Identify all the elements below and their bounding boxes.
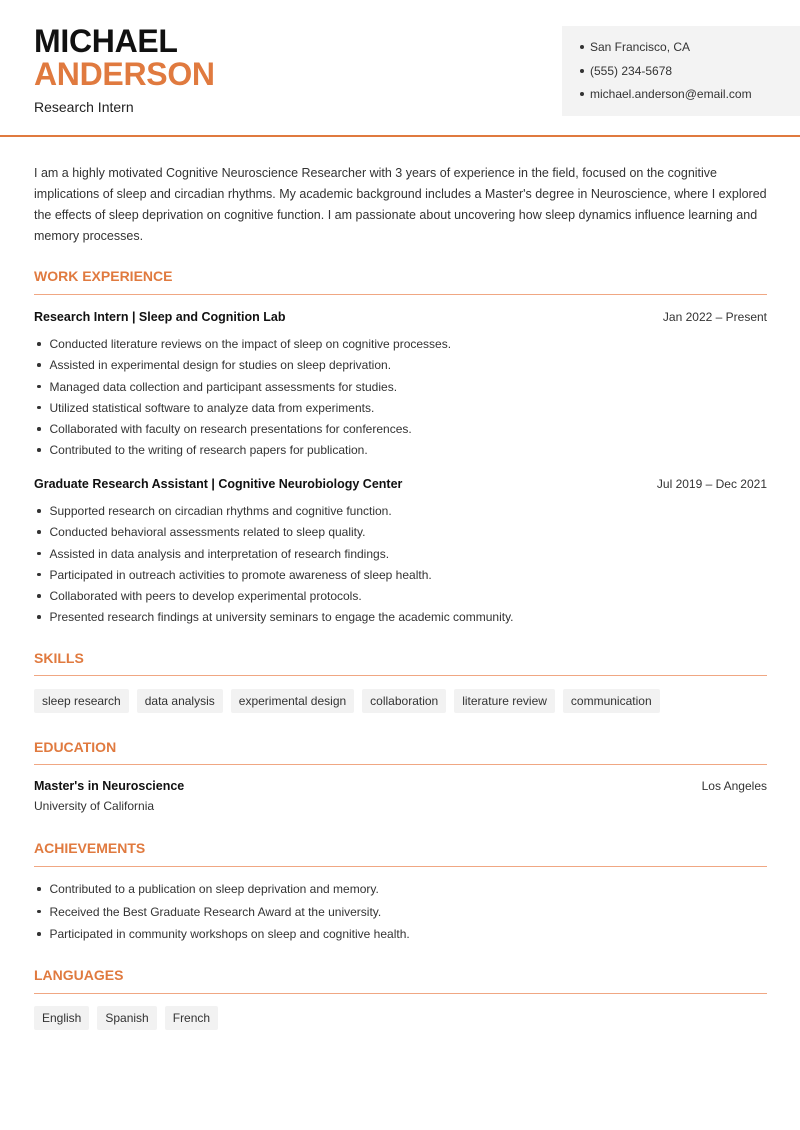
list-item <box>34 421 767 442</box>
bullet-text: Assisted in data analysis and interpretation of research findings. <box>49 546 390 561</box>
bullet-text: Collaborated with peers to develop experimental protocols. <box>49 589 362 604</box>
contact-location-text: San Francisco, CA <box>590 40 691 54</box>
list-item <box>34 503 767 524</box>
list-item <box>34 881 767 904</box>
bullet-icon <box>37 573 41 577</box>
job-bullets <box>34 503 767 631</box>
list-item <box>34 567 767 588</box>
resume-header <box>0 0 800 137</box>
section-divider <box>34 993 767 994</box>
work-experience-heading: WORK EXPERIENCE <box>34 268 173 284</box>
list-item <box>34 588 767 609</box>
bullet-text: Supported research on circadian rhythms and cognitive function. <box>49 504 392 518</box>
bullet-text: Presented research findings at university seminars to engage the academic community. <box>49 610 514 625</box>
skill-tag: sleep research <box>34 689 129 713</box>
section-divider <box>34 294 767 295</box>
list-item <box>34 357 767 378</box>
bullet-icon <box>37 932 41 936</box>
bullet-icon <box>37 887 41 891</box>
language-tag: French <box>165 1006 218 1030</box>
skill-tag: literature review <box>454 689 555 713</box>
bullet-icon <box>37 552 41 556</box>
bullet-text: Participated in outreach activities to promote awareness of sleep health. <box>49 567 432 582</box>
bullet-icon <box>37 363 41 367</box>
list-item <box>34 400 767 421</box>
job-dates: Jan 2022 – Present <box>662 310 767 324</box>
first-name: MICHAEL <box>34 23 178 59</box>
contact-email[interactable] <box>580 86 800 110</box>
job-bullets <box>34 336 767 464</box>
bullet-text: Contributed to the writing of research papers for publication. <box>49 443 368 458</box>
section-divider <box>34 675 767 676</box>
list-item <box>34 524 767 545</box>
languages-heading: LANGUAGES <box>34 967 124 983</box>
job-header <box>34 477 767 491</box>
degree: Master's in Neuroscience <box>34 779 185 793</box>
list-item <box>34 904 767 927</box>
bullet-text: Participated in community workshops on sleep and cognitive health. <box>49 927 410 941</box>
contact-location <box>580 39 800 63</box>
bullet-text: Utilized statistical software to analyze data from experiments. <box>49 400 375 415</box>
bullet-icon <box>37 530 41 534</box>
bullet-text: Collaborated with faculty on research presentations for conferences. <box>49 422 412 437</box>
bullet-icon <box>37 427 41 431</box>
contact-phone <box>580 63 800 87</box>
skill-tag: data analysis <box>137 689 223 713</box>
job-dates: Jul 2019 – Dec 2021 <box>656 477 767 491</box>
bullet-icon <box>37 594 41 598</box>
bullet-text: Conducted literature reviews on the impact of sleep on cognitive processes. <box>49 337 452 351</box>
list-item <box>34 546 767 567</box>
bullet-icon <box>37 385 41 389</box>
list-item <box>34 926 767 949</box>
bullet-icon <box>37 406 41 410</box>
bullet-icon <box>37 910 41 914</box>
education-location: Los Angeles <box>701 779 767 793</box>
summary: I am a highly motivated Cognitive Neuroscience Researcher with 3 years of experience in the field, focused on the cognitive implications of sleep and circadian rhythms. My academic background includes a Master's degree in Neuroscience, where I explored the effects of sleep deprivation on cognitive function. I am passionate about uncovering how sleep dynamics influence learning and memory processes. <box>34 166 767 243</box>
bullet-icon <box>580 92 584 96</box>
bullet-icon <box>37 615 41 619</box>
job-title: Research Intern <box>34 99 134 115</box>
job-role: Graduate Research Assistant | Cognitive Neurobiology Center <box>34 477 403 491</box>
bullet-icon <box>580 45 584 49</box>
bullet-icon <box>37 342 41 346</box>
contact-phone-text: (555) 234-5678 <box>590 63 673 78</box>
bullet-icon <box>37 448 41 452</box>
skill-tag: experimental design <box>231 689 354 713</box>
skill-tag: collaboration <box>362 689 446 713</box>
list-item <box>34 336 767 357</box>
last-name: ANDERSON <box>34 56 215 92</box>
school-name: University of California <box>34 799 155 813</box>
section-divider <box>34 866 767 867</box>
language-tag: Spanish <box>97 1006 156 1030</box>
contact-box <box>562 26 800 116</box>
skills-heading: SKILLS <box>34 650 84 666</box>
contact-email-text[interactable]: michael.anderson@email.com <box>590 87 752 101</box>
language-tag: English <box>34 1006 89 1030</box>
job-header <box>34 310 767 324</box>
bullet-text: Managed data collection and participant assessments for studies. <box>49 379 398 394</box>
job-role: Research Intern | Sleep and Cognition Lab <box>34 310 286 324</box>
list-item <box>34 379 767 400</box>
list-item <box>34 609 767 630</box>
bullet-icon <box>580 69 584 73</box>
achievements-heading: ACHIEVEMENTS <box>34 840 146 856</box>
bullet-icon <box>37 509 41 513</box>
achievement-bullets <box>34 881 767 949</box>
skill-tag: communication <box>563 689 660 713</box>
bullet-text: Received the Best Graduate Research Award at the university. <box>49 904 382 919</box>
education-heading: EDUCATION <box>34 739 117 755</box>
list-item <box>34 442 767 463</box>
education-header <box>34 779 767 793</box>
skills-tags <box>34 689 660 713</box>
bullet-text: Conducted behavioral assessments related to sleep quality. <box>49 525 366 540</box>
language-tags <box>34 1006 218 1030</box>
section-divider <box>34 764 767 765</box>
bullet-text: Contributed to a publication on sleep deprivation and memory. <box>49 882 379 896</box>
bullet-text: Assisted in experimental design for studies on sleep deprivation. <box>49 358 392 373</box>
